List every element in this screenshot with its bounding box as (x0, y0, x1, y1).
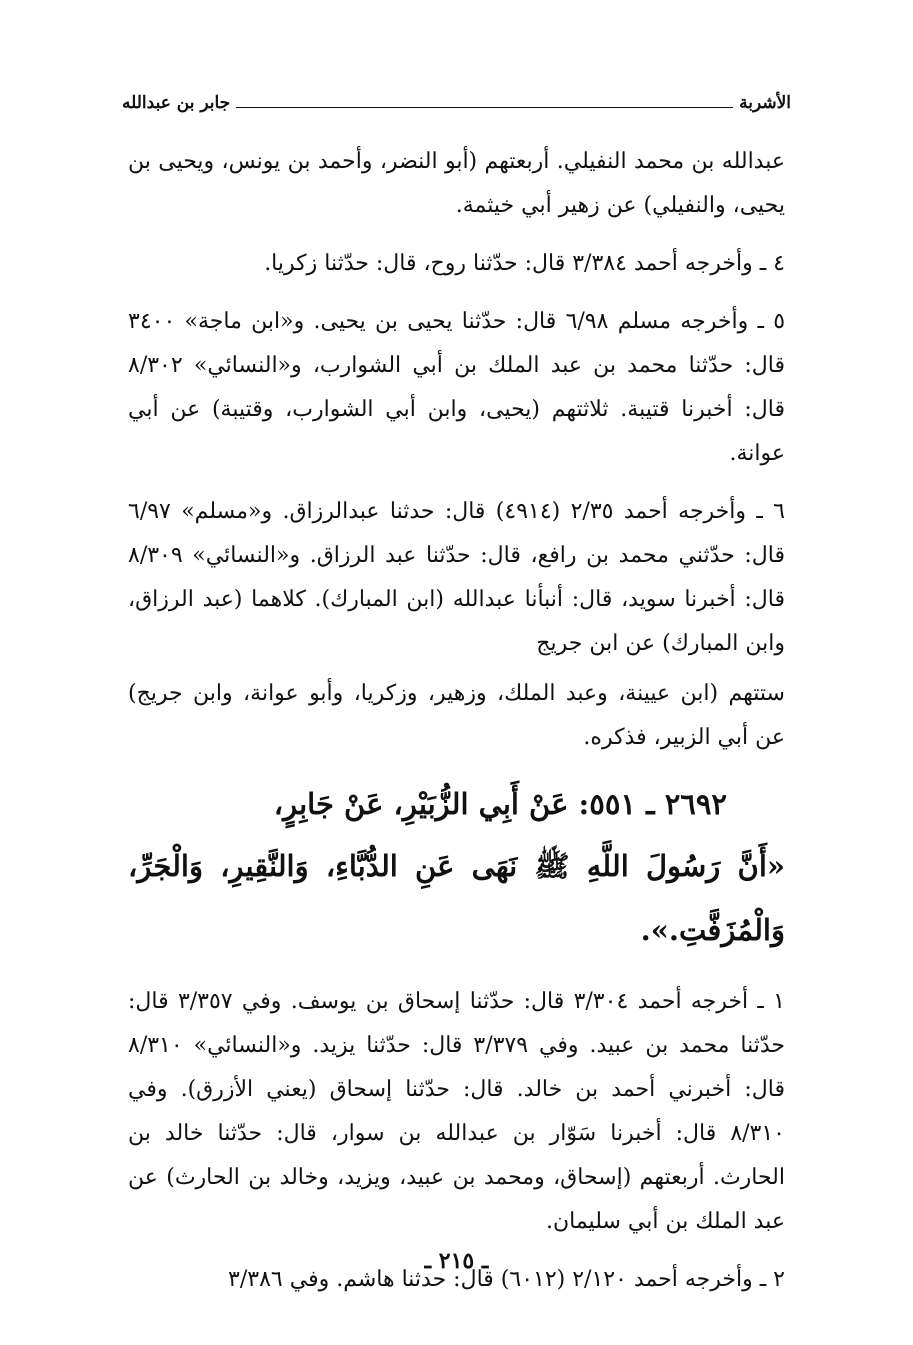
header-chapter-title: الأشربة (739, 93, 791, 113)
paragraph-3: ٥ ـ وأخرجه مسلم ٦/٩٨ قال: حدّثنا يحيى بن يحيى. و«ابن ماجة» ٣٤٠٠ قال: حدّثنا محمد بن عبد الملك بن أبي الشوارب، و«النسائي» ٨/٣٠٢ قال: أخبرنا قتيبة. ثلاثتهم (يحيى، وابن أبي الشوارب، وقتيبة) عن أبي عوانة. (128, 309, 786, 466)
page-body (128, 140, 785, 1316)
paragraph-5: ستتهم (ابن عيينة، وعبد الملك، وزهير، وزكريا، وأبو عوانة، وابن جريج) عن أبي الزبير، فذكره. (128, 681, 785, 750)
note-2: ٢ ـ وأخرجه أحمد ٢/١٢٠ (٦٠١٢) قال: حدثنا هاشم. وفي ٣/٣٨٦ (228, 1267, 785, 1292)
hadith-text: «أَنَّ رَسُولَ اللَّهِ ﷺ نَهَى عَنِ الدُّبَّاءِ، وَالنَّقِيرِ، وَالْجَرِّ، وَالْمُزَفَّتِ.». (128, 849, 785, 947)
paragraph-4: ٦ ـ وأخرجه أحمد ٢/٣٥ (٤٩١٤) قال: حدثنا عبدالرزاق. و«مسلم» ٦/٩٧ قال: حدّثني محمد بن رافع، قال: حدّثنا عبد الرزاق. و«النسائي» ٨/٣٠٩ قال: أخبرنا سويد، قال: أنبأنا عبدالله (ابن المبارك). كلاهما (عبد الرزاق، وابن المبارك) عن ابن جريج (128, 499, 785, 656)
running-header (122, 88, 791, 118)
note-1: ١ ـ أخرجه أحمد ٣/٣٠٤ قال: حدّثنا إسحاق بن يوسف. وفي ٣/٣٥٧ قال: حدّثنا محمد بن عبيد. وفي ٣/٣٧٩ قال: حدّثنا يزيد. و«النسائي» ٨/٣١٠ قال: أخبرني أحمد بن خالد. قال: حدّثنا إسحاق (يعني الأزرق). وفي ٨/٣١٠ قال: أخبرنا سَوّار بن عبدالله بن سوار، قال: حدّثنا خالد بن الحارث. أربعتهم (إسحاق، ومحمد بن عبيد، ويزيد، وخالد بن الحارث) عن عبد الملك بن أبي سليمان. (128, 989, 785, 1234)
paragraph-1: عبدالله بن محمد النفيلي. أربعتهم (أبو النضر، وأحمد بن يونس، ويحيى بن يحيى، والنفيلي) عن زهير أبي خيثمة. (128, 149, 785, 218)
page-number: ـ ٢١٥ ـ (424, 1248, 489, 1274)
hadith-number-line: ٢٦٩٢ ـ ٥٥١: عَنْ أَبِي الزُّبَيْرِ، عَنْ جَابِرٍ، (273, 787, 727, 821)
paragraph-2: ٤ ـ وأخرجه أحمد ٣/٣٨٤ قال: حدّثنا روح، قال: حدّثنا زكريا. (264, 251, 785, 276)
header-rule (236, 107, 733, 108)
header-section-title: جابر بن عبدالله (122, 93, 231, 113)
